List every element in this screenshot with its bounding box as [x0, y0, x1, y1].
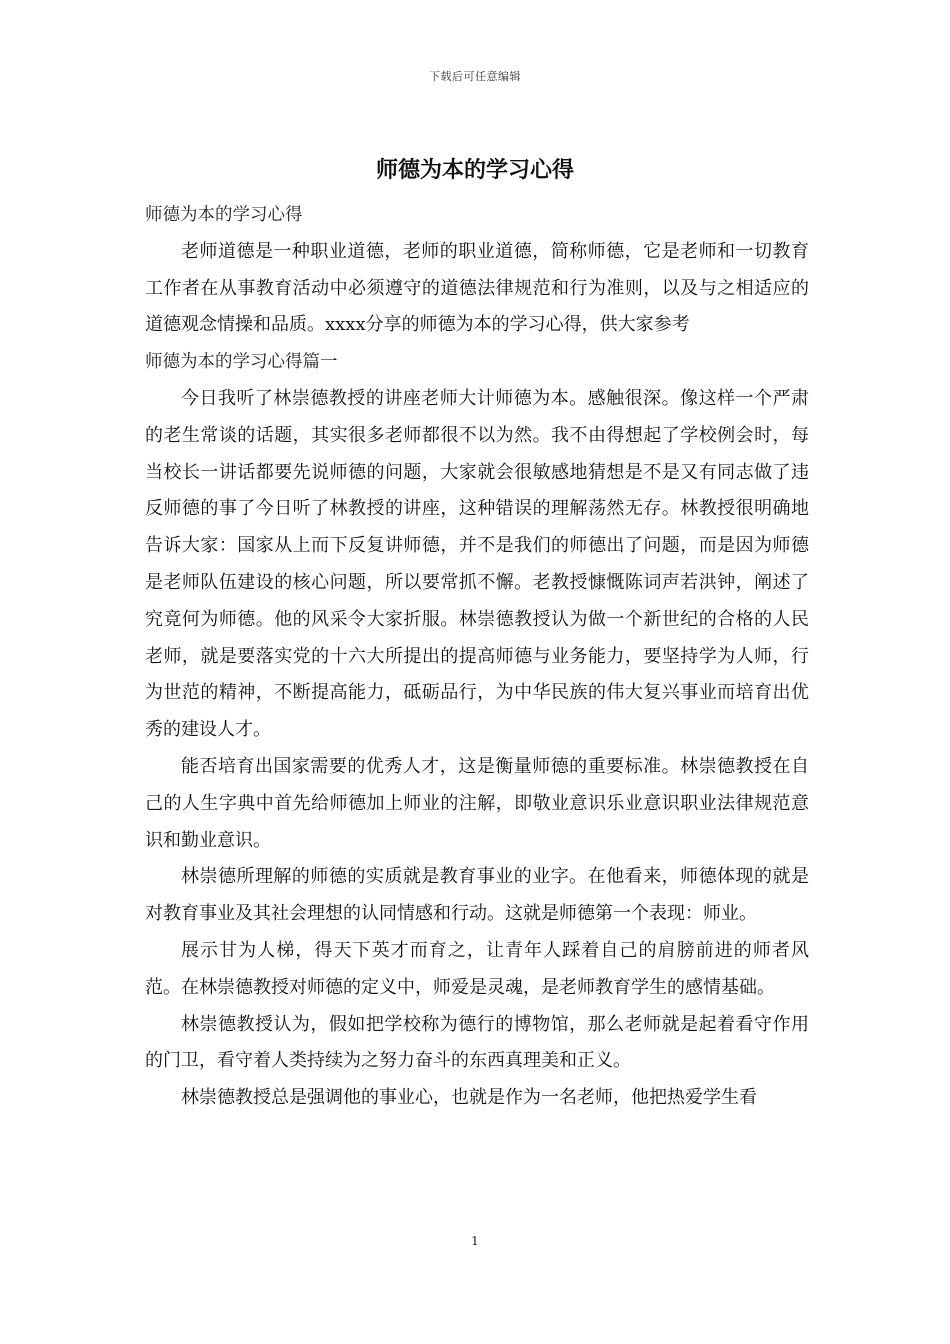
paragraph-dedication: 林崇德教授总是强调他的事业心，也就是作为一名老师，他把热爱学生看 [181, 1087, 757, 1109]
paragraph-lecture: 今日我听了林崇德教授的讲座老师大计师德为本。感触很深。像这样一个严肃的老生常谈的话题，其实很多老师都很不以为然。我不由得想起了学校例会时，每当校长一讲话都要先说师德的问题，大家就会很敏感地猜想是不是又有同志做了违反师德的事了今日听了林教授的讲座，这种错误的理解荡然无存。林教授很明确地告诉大家：国家从上而下反复讲师德，并不是我们的师德出了问题，而是因为师德是老师队伍建设的核心问题，所以要常抓不懈。老教授慷慨陈词声若洪钟，阐述了究竟何为师德。他的风采令大家折服。林崇德教授认为做一个新世纪的合格的人民老师，就是要落实党的十六大所提出的提高师德与业务能力，要坚持学为人师，行为世范的精神，不断提高能力，砥砺品行，为中华民族的伟大复兴事业而培育出优秀的建设人才。 [145, 387, 809, 741]
page-header-note: 下载后可任意编辑 [429, 70, 521, 83]
paragraph-essence: 林崇德所理解的师德的实质就是教育事业的业字。在他看来，师德体现的就是对教育事业及其社会理想的认同情感和行动。这就是师德第一个表现：师业。 [145, 866, 809, 925]
document-subtitle: 师德为本的学习心得 [145, 205, 303, 225]
document-title: 师德为本的学习心得 [375, 158, 574, 183]
paragraph-intro: 老师道德是一种职业道德，老师的职业道德，简称师德，它是老师和一切教育工作者在从事教育活动中必须遵守的道德法律规范和行为准则，以及与之相适应的道德观念情操和品质。xxxx分享的师德为本的学习心得，供大家参考 [145, 240, 809, 336]
paragraph-demeanor: 展示甘为人梯，得天下英才而育之，让青年人踩着自己的肩膀前进的师者风范。在林崇德教授对师德的定义中，师爱是灵魂，是老师教育学生的感情基础。 [145, 939, 809, 998]
section-heading: 师德为本的学习心得篇一 [145, 352, 338, 373]
page-number: 1 [471, 1234, 479, 1248]
paragraph-standard: 能否培育出国家需要的优秀人才，这是衡量师德的重要标准。林崇德教授在自己的人生字典中首先给师德加上师业的注解，即敬业意识乐业意识职业法律规范意识和勤业意识。 [145, 755, 809, 851]
document-body [145, 197, 809, 1117]
paragraph-museum: 林崇德教授认为，假如把学校称为德行的博物馆，那么老师就是起着看守作用的门卫，看守着人类持续为之努力奋斗的东西真理美和正义。 [145, 1013, 809, 1072]
